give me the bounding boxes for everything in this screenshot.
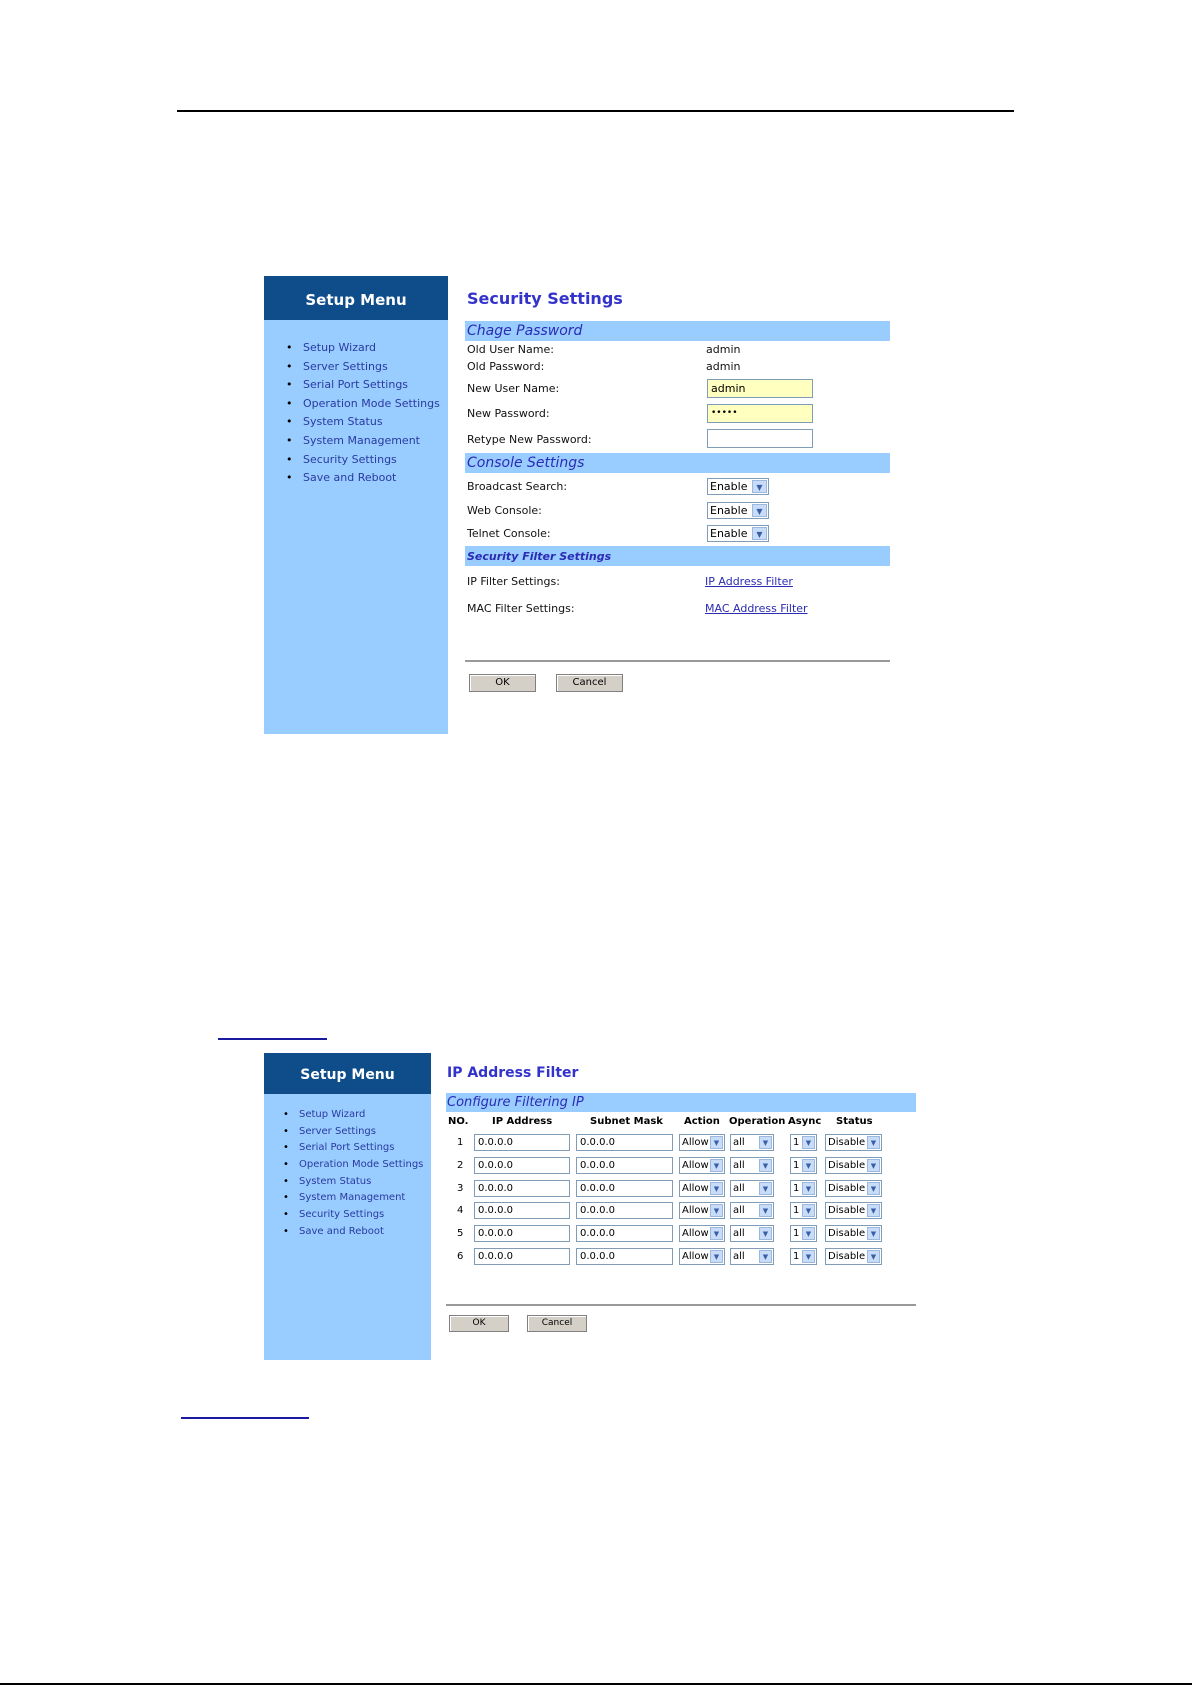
subnet-mask-input[interactable]: 0.0.0.0 (576, 1202, 673, 1219)
menu-item-security-settings[interactable]: • Security Settings (286, 452, 397, 466)
subnet-mask-input[interactable]: 0.0.0.0 (576, 1225, 673, 1242)
chevron-down-icon: ▼ (867, 1136, 880, 1149)
new-user-name-label: New User Name: (467, 382, 560, 395)
ip-address-input[interactable]: 0.0.0.0 (474, 1134, 570, 1151)
chevron-down-icon: ▼ (867, 1227, 880, 1240)
menu-item-serial-port-settings[interactable]: • Serial Port Settings (286, 378, 409, 392)
operation-select[interactable]: all ▼ (730, 1202, 774, 1219)
column-header-subnet-mask: Subnet Mask (590, 1116, 663, 1127)
table-row (446, 1248, 916, 1266)
ip-address-input[interactable]: 0.0.0.0 (474, 1202, 570, 1219)
status-select[interactable]: Disable ▼ (825, 1225, 882, 1242)
row-number: 4 (457, 1205, 464, 1216)
menu-item-serial-port-settings[interactable]: • Serial Port Settings (283, 1142, 395, 1154)
section-header-change-password: Chage Password (465, 321, 890, 341)
action-select[interactable]: Allow ▼ (679, 1157, 725, 1174)
menu-item-operation-mode-settings[interactable]: • Operation Mode Settings (286, 396, 440, 410)
async-select[interactable]: 1 ▼ (790, 1225, 817, 1242)
operation-select[interactable]: all ▼ (730, 1134, 774, 1151)
broadcast-search-row (465, 478, 890, 495)
chevron-down-icon: ▼ (759, 1159, 772, 1172)
menu-item-operation-mode-settings[interactable]: • Operation Mode Settings (283, 1159, 424, 1171)
menu-item-save-and-reboot[interactable]: • Save and Reboot (286, 471, 397, 485)
chevron-down-icon: ▼ (802, 1159, 815, 1172)
cancel-button[interactable]: Cancel (556, 674, 623, 692)
chevron-down-icon: ▼ (710, 1182, 723, 1195)
subnet-mask-input[interactable]: 0.0.0.0 (576, 1157, 673, 1174)
telnet-console-row (465, 525, 890, 542)
chevron-down-icon: ▼ (759, 1182, 772, 1195)
ip-filter-row (465, 575, 890, 591)
ip-address-input[interactable]: 0.0.0.0 (474, 1157, 570, 1174)
row-number: 2 (457, 1160, 464, 1171)
menu-item-save-and-reboot[interactable]: • Save and Reboot (283, 1225, 384, 1237)
menu-item-system-status[interactable]: • System Status (286, 415, 383, 429)
setup-menu-sidebar (264, 1053, 431, 1360)
chevron-down-icon: ▼ (759, 1227, 772, 1240)
setup-menu-sidebar (264, 276, 448, 734)
web-console-row (465, 502, 890, 519)
page-title: Security Settings (467, 289, 623, 308)
ok-button[interactable]: OK (449, 1315, 509, 1332)
mac-address-filter-link[interactable]: MAC Address Filter (705, 602, 808, 615)
async-select[interactable]: 1 ▼ (790, 1180, 817, 1197)
row-number: 5 (457, 1228, 464, 1239)
security-settings-screenshot (264, 276, 896, 734)
action-select[interactable]: Allow ▼ (679, 1225, 725, 1242)
form-divider (446, 1304, 916, 1306)
action-select[interactable]: Allow ▼ (679, 1248, 725, 1265)
status-select[interactable]: Disable ▼ (825, 1248, 882, 1265)
subnet-mask-input[interactable]: 0.0.0.0 (576, 1134, 673, 1151)
chevron-down-icon: ▼ (867, 1159, 880, 1172)
section-header-configure-filtering-ip: Configure Filtering IP (446, 1093, 916, 1112)
old-password-row (465, 360, 890, 376)
chevron-down-icon: ▼ (802, 1204, 815, 1217)
table-row (446, 1225, 916, 1243)
column-header-ip-address: IP Address (492, 1116, 553, 1127)
action-select[interactable]: Allow ▼ (679, 1180, 725, 1197)
broadcast-search-select[interactable]: Enable ▼ (707, 478, 769, 495)
async-select[interactable]: 1 ▼ (790, 1248, 817, 1265)
row-number: 1 (457, 1137, 464, 1148)
status-select[interactable]: Disable ▼ (825, 1134, 882, 1151)
page-title: IP Address Filter (447, 1065, 579, 1081)
table-row (446, 1180, 916, 1198)
menu-item-security-settings[interactable]: • Security Settings (283, 1209, 385, 1221)
chevron-down-icon: ▼ (867, 1182, 880, 1195)
column-header-status: Status (836, 1116, 873, 1127)
section-header-security-filter: Security Filter Settings (465, 546, 890, 566)
new-password-label: New Password: (467, 407, 550, 420)
ok-button[interactable]: OK (469, 674, 536, 692)
chevron-down-icon: ▼ (710, 1250, 723, 1263)
chevron-down-icon: ▼ (802, 1227, 815, 1240)
setup-menu-header: Setup Menu (264, 276, 448, 320)
security-settings-main (465, 276, 896, 734)
old-user-name-value: admin (706, 343, 741, 356)
chevron-down-icon: ▼ (752, 480, 767, 493)
new-password-input[interactable]: ••••• (707, 404, 813, 423)
chevron-down-icon: ▼ (759, 1250, 772, 1263)
ip-address-filter-screenshot (264, 1053, 918, 1360)
chevron-down-icon: ▼ (802, 1250, 815, 1263)
chevron-down-icon: ▼ (802, 1136, 815, 1149)
ip-address-input[interactable]: 0.0.0.0 (474, 1180, 570, 1197)
chevron-down-icon: ▼ (710, 1227, 723, 1240)
status-select[interactable]: Disable ▼ (825, 1157, 882, 1174)
web-console-select[interactable]: Enable ▼ (707, 502, 769, 519)
menu-item-system-status[interactable]: • System Status (283, 1175, 372, 1187)
document-top-rule (177, 110, 1014, 112)
chevron-down-icon: ▼ (752, 504, 767, 517)
chevron-down-icon: ▼ (759, 1204, 772, 1217)
mac-filter-label: MAC Filter Settings: (467, 602, 575, 615)
old-user-name-label: Old User Name: (467, 343, 554, 356)
chevron-down-icon: ▼ (759, 1136, 772, 1149)
setup-menu-list (264, 341, 448, 490)
column-header-no: NO. (448, 1116, 469, 1127)
caption-underline (218, 1038, 327, 1040)
status-select[interactable]: Disable ▼ (825, 1180, 882, 1197)
cancel-button[interactable]: Cancel (527, 1315, 587, 1332)
caption-underline (181, 1417, 309, 1419)
ip-address-input[interactable]: 0.0.0.0 (474, 1248, 570, 1265)
action-select[interactable]: Allow ▼ (679, 1202, 725, 1219)
async-select[interactable]: 1 ▼ (790, 1157, 817, 1174)
broadcast-search-label: Broadcast Search: (467, 480, 568, 493)
telnet-console-label: Telnet Console: (467, 527, 551, 540)
operation-select[interactable]: all ▼ (730, 1248, 774, 1265)
retype-password-label: Retype New Password: (467, 433, 592, 446)
menu-item-setup-wizard[interactable]: • Setup Wizard (283, 1109, 366, 1120)
new-user-name-input[interactable]: admin (707, 379, 813, 398)
status-select[interactable]: Disable ▼ (825, 1202, 882, 1219)
column-header-operation: Operation (729, 1116, 786, 1127)
setup-menu-list (264, 1109, 431, 1243)
ip-filter-label: IP Filter Settings: (467, 575, 560, 588)
form-divider (465, 660, 890, 662)
section-header-console-settings: Console Settings (465, 453, 890, 473)
table-row (446, 1202, 916, 1220)
chevron-down-icon: ▼ (867, 1250, 880, 1263)
web-console-label: Web Console: (467, 504, 542, 517)
chevron-down-icon: ▼ (752, 527, 767, 540)
async-select[interactable]: 1 ▼ (790, 1134, 817, 1151)
subnet-mask-input[interactable]: 0.0.0.0 (576, 1248, 673, 1265)
action-select[interactable]: Allow ▼ (679, 1134, 725, 1151)
menu-item-server-settings[interactable]: • Server Settings (283, 1125, 376, 1137)
old-password-label: Old Password: (467, 360, 545, 373)
table-row (446, 1134, 916, 1152)
old-user-name-row (465, 343, 890, 359)
mac-filter-row (465, 602, 890, 618)
menu-item-server-settings[interactable]: • Server Settings (286, 359, 388, 373)
row-number: 6 (457, 1251, 464, 1262)
column-header-action: Action (684, 1116, 720, 1127)
operation-select[interactable]: all ▼ (730, 1225, 774, 1242)
table-row (446, 1157, 916, 1175)
retype-password-row (465, 429, 890, 449)
subnet-mask-input[interactable]: 0.0.0.0 (576, 1180, 673, 1197)
operation-select[interactable]: all ▼ (730, 1157, 774, 1174)
menu-item-setup-wizard[interactable]: • Setup Wizard (286, 341, 377, 354)
chevron-down-icon: ▼ (867, 1204, 880, 1217)
async-select[interactable]: 1 ▼ (790, 1202, 817, 1219)
operation-select[interactable]: all ▼ (730, 1180, 774, 1197)
telnet-console-select[interactable]: Enable ▼ (707, 525, 769, 542)
menu-item-system-management[interactable]: • System Management (286, 433, 420, 447)
ip-address-filter-link[interactable]: IP Address Filter (705, 575, 793, 588)
setup-menu-header: Setup Menu (264, 1053, 431, 1094)
retype-password-input[interactable] (707, 429, 813, 448)
ip-filter-main (446, 1053, 918, 1360)
chevron-down-icon: ▼ (802, 1182, 815, 1195)
chevron-down-icon: ▼ (710, 1159, 723, 1172)
old-password-value: admin (706, 360, 741, 373)
new-user-name-row (465, 379, 890, 399)
chevron-down-icon: ▼ (710, 1204, 723, 1217)
column-header-async: Async (788, 1116, 822, 1127)
chevron-down-icon: ▼ (710, 1136, 723, 1149)
row-number: 3 (457, 1183, 464, 1194)
menu-item-system-management[interactable]: • System Management (283, 1192, 406, 1204)
ip-address-input[interactable]: 0.0.0.0 (474, 1225, 570, 1242)
new-password-row (465, 404, 890, 424)
